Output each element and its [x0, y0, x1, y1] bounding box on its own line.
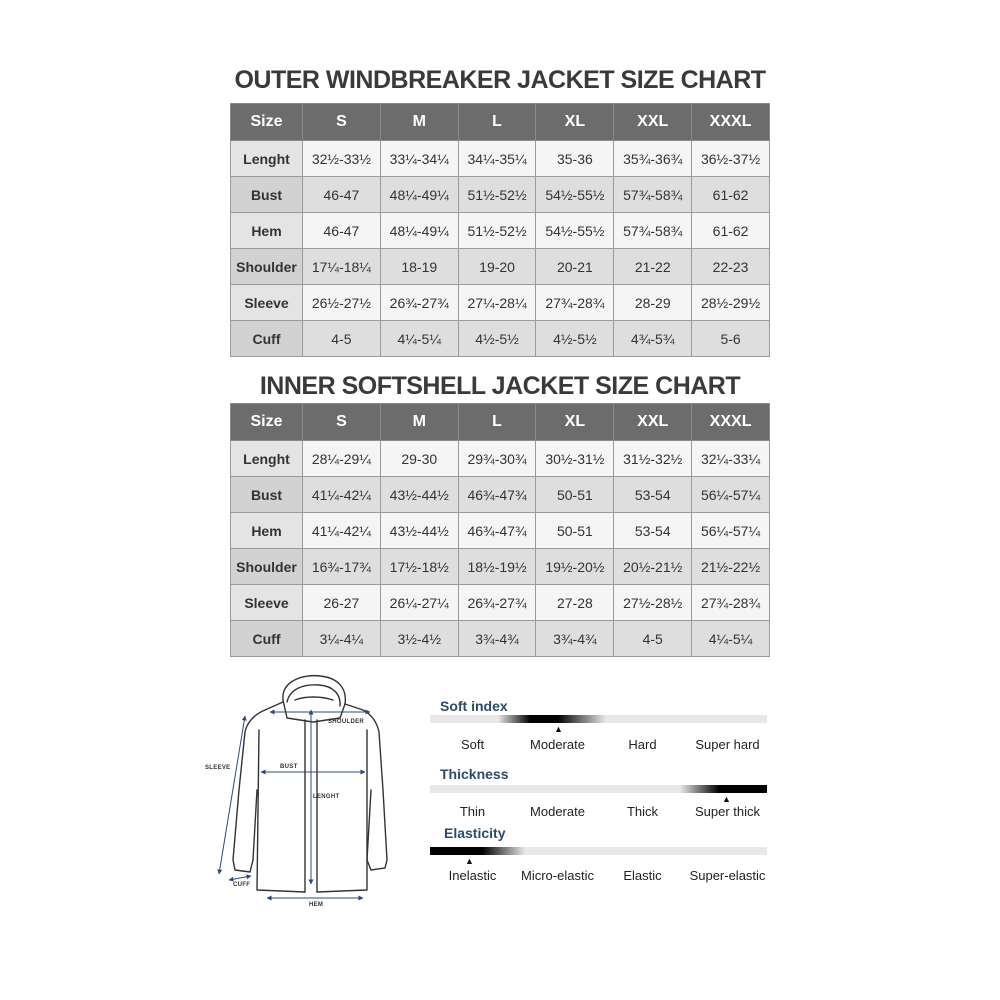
- measurement-label: Cuff: [231, 621, 303, 657]
- inner-chart-title: INNER SOFTSHELL JACKET SIZE CHART: [259, 372, 741, 400]
- soft-index-option: Soft: [460, 737, 485, 752]
- elasticity-bar: [430, 847, 767, 855]
- measurement-value: 27-28: [536, 585, 614, 621]
- measurement-value: 26-27: [303, 585, 381, 621]
- measurement-label: Lenght: [231, 141, 303, 177]
- thickness-options: [430, 804, 770, 819]
- outer-chart-title: OUTER WINDBREAKER JACKET SIZE CHART: [234, 66, 766, 94]
- size-column-header: XXXL: [692, 404, 770, 441]
- measurement-value: 34¼-35¼: [458, 141, 536, 177]
- measurement-value: 5-6: [692, 321, 770, 357]
- measurement-value: 3½-4½: [380, 621, 458, 657]
- size-column-header: L: [458, 104, 536, 141]
- elasticity-scale: [430, 823, 770, 887]
- measurement-value: 3¾-4¾: [536, 621, 614, 657]
- measurement-label: Cuff: [231, 321, 303, 357]
- hem-label: HEM: [309, 902, 324, 908]
- measurement-value: 57¾-58¾: [614, 177, 692, 213]
- size-column-header: M: [380, 404, 458, 441]
- size-header-cell: Size: [231, 404, 303, 441]
- measurement-value: 28¼-29¼: [303, 441, 381, 477]
- soft-index-option: Hard: [628, 737, 657, 752]
- inner-size-table: [230, 403, 770, 657]
- measurement-value: 50-51: [536, 513, 614, 549]
- inner-header-row: [231, 404, 770, 441]
- measurement-value: 22-23: [692, 249, 770, 285]
- measurement-value: 20-21: [536, 249, 614, 285]
- thickness-option: Thick: [626, 804, 659, 819]
- elasticity-title: Elasticity: [444, 825, 506, 841]
- soft-index-option: Super hard: [695, 737, 760, 752]
- measurement-value: 19½-20½: [536, 549, 614, 585]
- measurement-value: 41¼-42¼: [303, 477, 381, 513]
- soft-index-title: Soft index: [440, 698, 508, 714]
- measurement-value: 27¼-28¼: [458, 285, 536, 321]
- measurement-label: Bust: [231, 477, 303, 513]
- table-row: [231, 477, 770, 513]
- size-column-header: S: [303, 404, 381, 441]
- measurement-value: 4¼-5¼: [692, 621, 770, 657]
- thickness-title: Thickness: [440, 766, 509, 782]
- cuff-label: CUFF: [233, 882, 251, 888]
- elasticity-options: [430, 868, 770, 883]
- table-row: [231, 249, 770, 285]
- measurement-value: 16¾-17¾: [303, 549, 381, 585]
- measurement-value: 56¼-57¼: [692, 513, 770, 549]
- measurement-value: 26¾-27¾: [380, 285, 458, 321]
- measurement-value: 3¼-4¼: [303, 621, 381, 657]
- measurement-value: 4-5: [303, 321, 381, 357]
- measurement-value: 4¾-5¾: [614, 321, 692, 357]
- measurement-value: 3¾-4¾: [458, 621, 536, 657]
- measurement-value: 56¼-57¼: [692, 477, 770, 513]
- elasticity-option: Elastic: [623, 868, 662, 883]
- measurement-label: Hem: [231, 513, 303, 549]
- measurement-value: 48¼-49¼: [380, 177, 458, 213]
- measurement-label: Shoulder: [231, 549, 303, 585]
- soft-index-bar: [430, 715, 767, 723]
- table-row: [231, 321, 770, 357]
- measurement-value: 21-22: [614, 249, 692, 285]
- soft-index-scale: [430, 695, 770, 755]
- measurement-value: 17½-18½: [380, 549, 458, 585]
- measurement-value: 4½-5½: [536, 321, 614, 357]
- elasticity-option: Micro-elastic: [521, 868, 594, 883]
- measurement-value: 46¾-47¾: [458, 477, 536, 513]
- measurement-value: 4½-5½: [458, 321, 536, 357]
- measurement-value: 46¾-47¾: [458, 513, 536, 549]
- bust-label: BUST: [280, 764, 298, 770]
- measurement-value: 61-62: [692, 177, 770, 213]
- size-header-cell: Size: [231, 104, 303, 141]
- size-column-header: XXL: [614, 404, 692, 441]
- measurement-label: Lenght: [231, 441, 303, 477]
- thickness-marker-icon: ▲: [722, 794, 731, 804]
- measurement-label: Shoulder: [231, 249, 303, 285]
- measurement-value: 18-19: [380, 249, 458, 285]
- shoulder-label: SHOULDER: [328, 719, 365, 725]
- elasticity-marker-icon: ▲: [465, 856, 474, 866]
- measurement-value: 51½-52½: [458, 177, 536, 213]
- measurement-value: 27¾-28¾: [536, 285, 614, 321]
- elasticity-option: Super-elastic: [689, 868, 766, 883]
- jacket-outline-icon: [195, 670, 410, 915]
- elasticity-highlight: [430, 847, 525, 855]
- jacket-measurement-diagram: [195, 670, 410, 915]
- measurement-value: 4¼-5¼: [380, 321, 458, 357]
- elasticity-option: Inelastic: [448, 868, 497, 883]
- measurement-value: 26½-27½: [303, 285, 381, 321]
- measurement-value: 43½-44½: [380, 513, 458, 549]
- measurement-value: 50-51: [536, 477, 614, 513]
- soft-index-marker-icon: ▲: [554, 724, 563, 734]
- measurement-value: 53-54: [614, 513, 692, 549]
- measurement-value: 46-47: [303, 177, 381, 213]
- measurement-value: 51½-52½: [458, 213, 536, 249]
- measurement-value: 48¼-49¼: [380, 213, 458, 249]
- measurement-label: Sleeve: [231, 285, 303, 321]
- measurement-value: 28-29: [614, 285, 692, 321]
- size-column-header: S: [303, 104, 381, 141]
- thickness-scale: [430, 763, 770, 825]
- measurement-value: 18½-19½: [458, 549, 536, 585]
- sleeve-label: SLEEVE: [205, 765, 231, 771]
- lenght-label: LENGHT: [313, 794, 340, 800]
- table-row: [231, 621, 770, 657]
- outer-header-row: [231, 104, 770, 141]
- measurement-value: 4-5: [614, 621, 692, 657]
- thickness-bar: [430, 785, 767, 793]
- measurement-value: 54½-55½: [536, 213, 614, 249]
- size-column-header: XL: [536, 104, 614, 141]
- size-column-header: XXL: [614, 104, 692, 141]
- size-column-header: XXXL: [692, 104, 770, 141]
- measurement-value: 41¼-42¼: [303, 513, 381, 549]
- measurement-value: 28½-29½: [692, 285, 770, 321]
- measurement-value: 36½-37½: [692, 141, 770, 177]
- measurement-value: 46-47: [303, 213, 381, 249]
- measurement-value: 26¾-27¾: [458, 585, 536, 621]
- table-row: [231, 177, 770, 213]
- size-column-header: M: [380, 104, 458, 141]
- soft-index-option: Moderate: [530, 737, 585, 752]
- soft-index-options: [430, 737, 770, 752]
- table-row: [231, 285, 770, 321]
- measurement-value: 35¾-36¾: [614, 141, 692, 177]
- inner-table-body: [231, 441, 770, 657]
- table-row: [231, 513, 770, 549]
- measurement-value: 43½-44½: [380, 477, 458, 513]
- measurement-value: 31½-32½: [614, 441, 692, 477]
- measurement-value: 57¾-58¾: [614, 213, 692, 249]
- table-row: [231, 141, 770, 177]
- table-row: [231, 585, 770, 621]
- measurement-value: 54½-55½: [536, 177, 614, 213]
- table-row: [231, 441, 770, 477]
- measurement-value: 26¼-27¼: [380, 585, 458, 621]
- measurement-value: 27¾-28¾: [692, 585, 770, 621]
- measurement-value: 29-30: [380, 441, 458, 477]
- outer-size-table: [230, 103, 770, 357]
- thickness-highlight: [680, 785, 767, 793]
- measurement-value: 29¾-30¾: [458, 441, 536, 477]
- measurement-label: Bust: [231, 177, 303, 213]
- measurement-value: 17¼-18¼: [303, 249, 381, 285]
- measurement-label: Sleeve: [231, 585, 303, 621]
- table-row: [231, 549, 770, 585]
- thickness-option: Moderate: [530, 804, 585, 819]
- table-row: [231, 213, 770, 249]
- measurement-value: 21½-22½: [692, 549, 770, 585]
- measurement-value: 19-20: [458, 249, 536, 285]
- thickness-option: Thin: [459, 804, 486, 819]
- measurement-value: 32½-33½: [303, 141, 381, 177]
- outer-table-body: [231, 141, 770, 357]
- measurement-value: 33¼-34¼: [380, 141, 458, 177]
- measurement-value: 32¼-33¼: [692, 441, 770, 477]
- soft-index-highlight: [498, 715, 606, 723]
- measurement-value: 53-54: [614, 477, 692, 513]
- measurement-value: 27½-28½: [614, 585, 692, 621]
- measurement-value: 35-36: [536, 141, 614, 177]
- size-column-header: XL: [536, 404, 614, 441]
- thickness-option: Super thick: [694, 804, 761, 819]
- measurement-label: Hem: [231, 213, 303, 249]
- measurement-value: 30½-31½: [536, 441, 614, 477]
- size-column-header: L: [458, 404, 536, 441]
- measurement-value: 20½-21½: [614, 549, 692, 585]
- measurement-value: 61-62: [692, 213, 770, 249]
